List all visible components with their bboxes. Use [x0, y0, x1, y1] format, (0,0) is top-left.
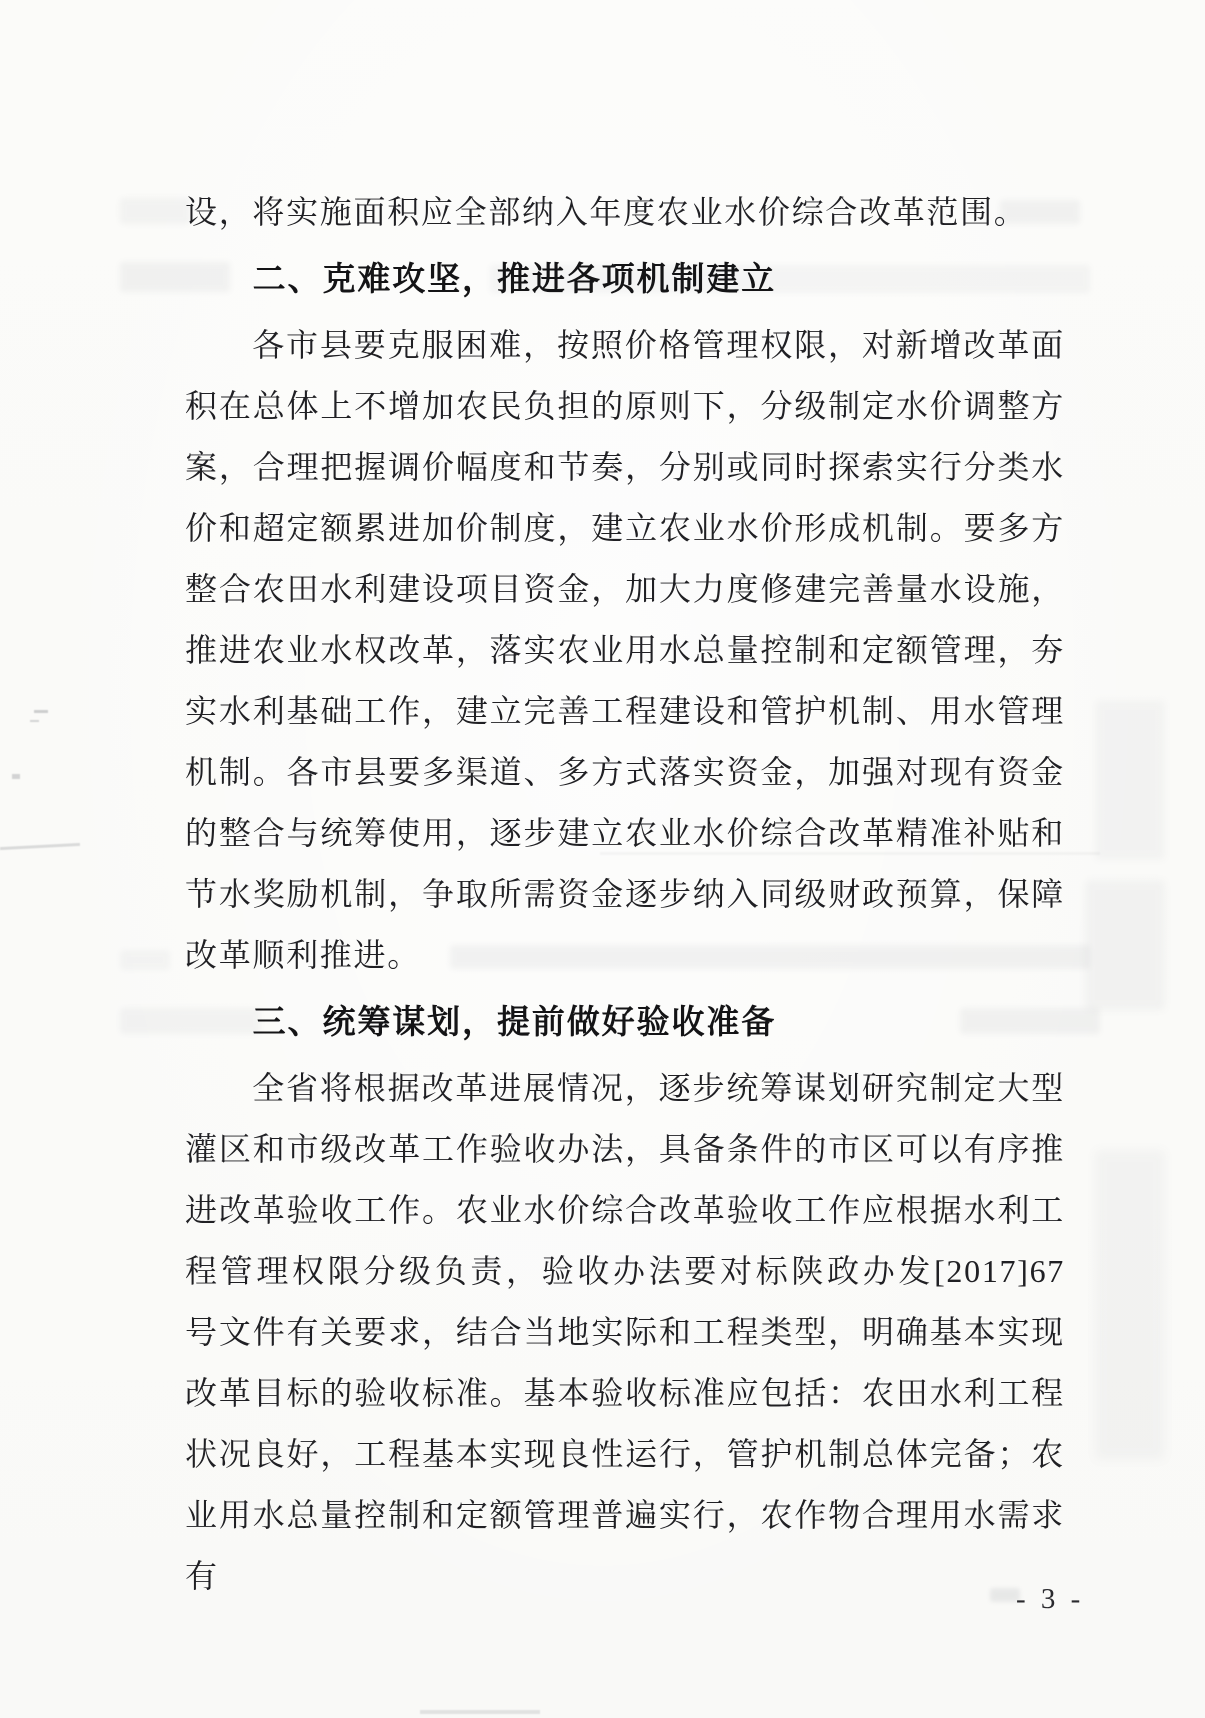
scan-artifact: [120, 950, 170, 970]
document-body: [185, 182, 1065, 1607]
scan-artifact: [420, 1710, 540, 1714]
scan-artifact: [34, 710, 48, 713]
paragraph-continuation: 设，将实施面积应全部纳入年度农业水价综合改革范围。: [185, 194, 1028, 230]
scan-artifact: [12, 774, 20, 779]
paragraph-section-2-body: 各市县要克服困难，按照价格管理权限，对新增改革面积在总体上不增加农民负担的原则下，分级制定水价调整方案，合理把握调价幅度和节奏，分别或同时探索实行分类水价和超定额累进加价制度，建立农业水价形成机制。要多方整合农田水利建设项目资金，加大力度修建完善量水设施，推进农业水权改革，落实农业用水总量控制和定额管理，夯实水利基础工作，建立完善工程建设和管护机制、用水管理机制。各市县要多渠道、多方式落实资金，加强对现有资金的整合与统筹使用，逐步建立农业水价综合改革精准补贴和节水奖励机制，争取所需资金逐步纳入同级财政预算，保障改革顺利推进。: [185, 327, 1065, 973]
paragraph-section-3-body: 全省将根据改革进展情况，逐步统筹谋划研究制定大型灌区和市级改革工作验收办法，具备条件的市区可以有序推进改革验收工作。农业水价综合改革验收工作应根据水利工程管理权限分级负责，验收办法要对标陕政办发[2017]67 号文件有关要求，结合当地实际和工程类型，明确基本实现改革目标的验收标准。基本验收标准应包括：农田水利工程状况良好，工程基本实现良性运行，管护机制总体完备；农业用水总量控制和定额管理普遍实行，农作物合理用水需求有: [185, 1070, 1065, 1594]
scan-artifact: [0, 843, 80, 850]
page-number: - 3 -: [1016, 1583, 1085, 1615]
section-heading-3: 三、统筹谋划，提前做好验收准备: [252, 1003, 777, 1040]
scan-artifact: [1085, 880, 1165, 1010]
scan-artifact: [120, 198, 190, 224]
scan-artifact: [1095, 700, 1165, 860]
scan-artifact: [1095, 1150, 1165, 1460]
scan-artifact: [30, 720, 39, 722]
section-heading-2: 二、克难攻坚，推进各项机制建立: [252, 260, 777, 297]
